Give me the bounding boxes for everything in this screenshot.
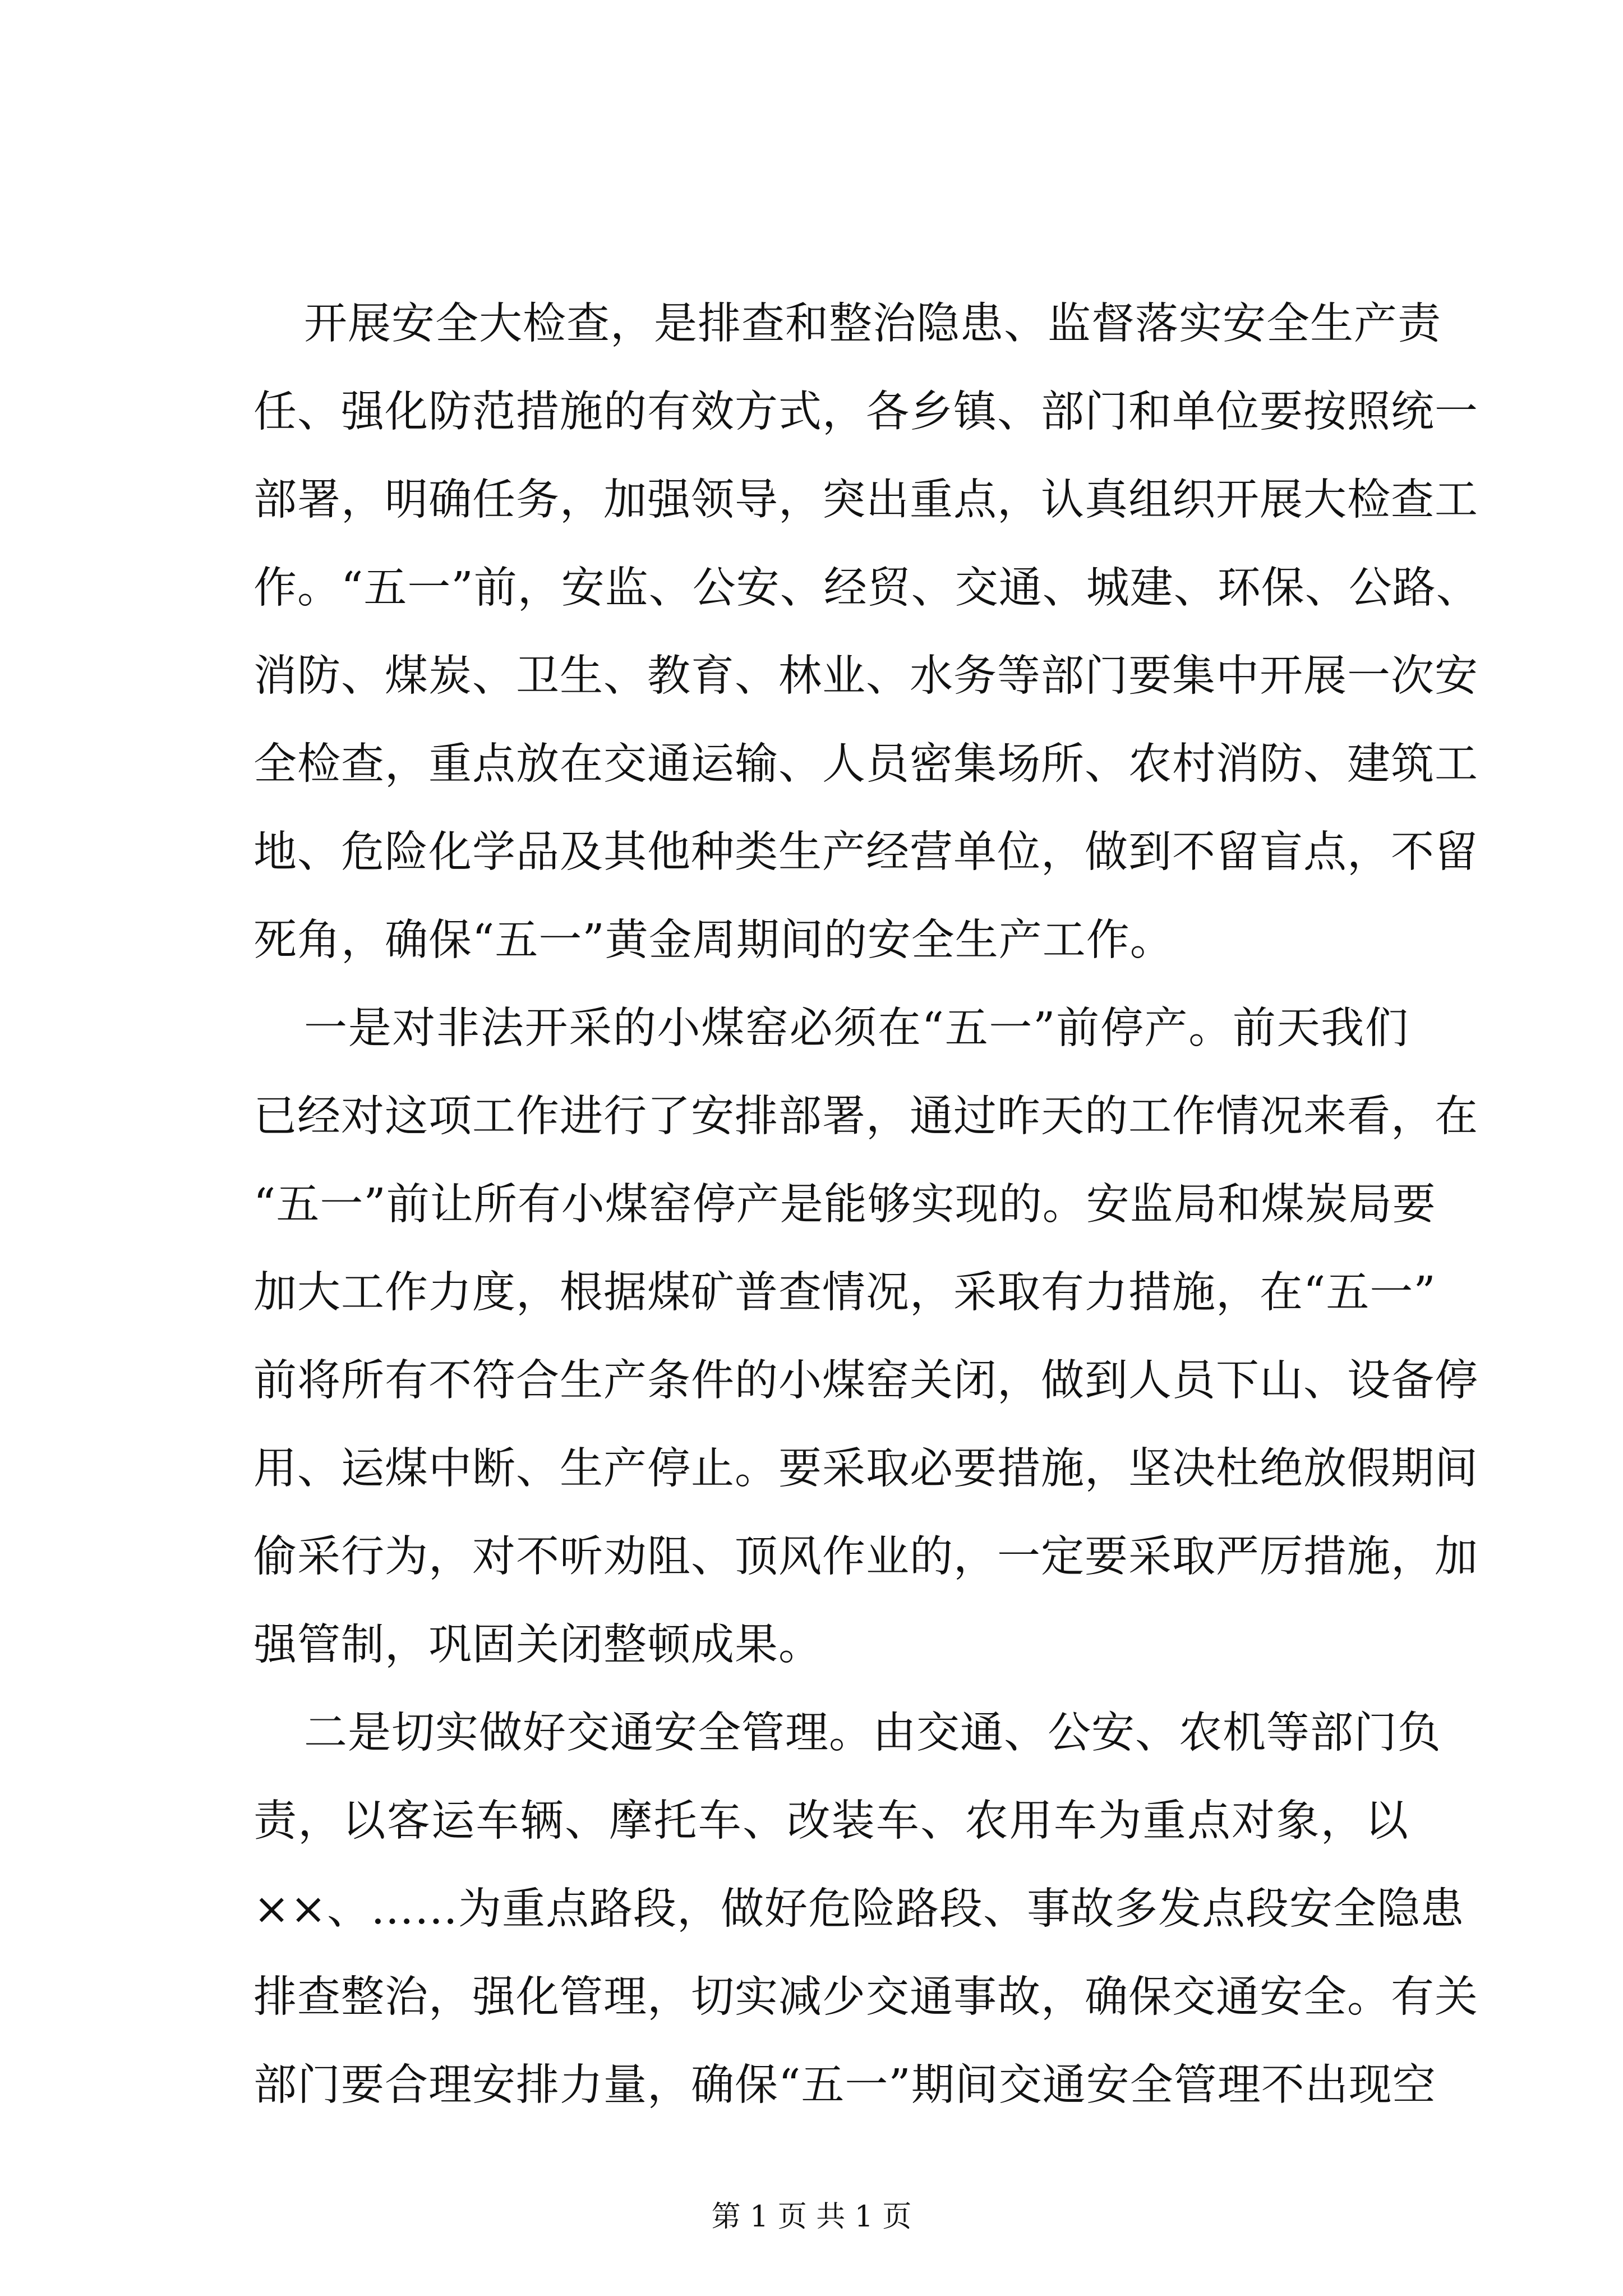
- text-line: 地、危险化学品及其他种类生产经营单位，做到不留盲点，不留: [253, 827, 1478, 877]
- page-number-footer: 第 1 页 共 1 页: [711, 2200, 912, 2234]
- text-line: 死角，确保“五一”黄金周期间的安全生产工作。: [253, 915, 1174, 965]
- text-line: 部署，明确任务，加强领导，突出重点，认真组织开展大检查工: [253, 475, 1478, 525]
- text-line: 二是切实做好交通安全管理。由交通、公安、农机等部门负: [304, 1708, 1441, 1758]
- text-line: 用、运煤中断、生产停止。要采取必要措施，坚决杜绝放假期间: [253, 1444, 1478, 1494]
- text-line: 排查整治，强化管理，切实减少交通事故，确保交通安全。有关: [253, 1972, 1478, 2022]
- text-line: 责，以客运车辆、摩托车、改装车、农用车为重点对象，以: [253, 1796, 1409, 1846]
- text-line: 一是对非法开采的小煤窑必须在“五一”前停产。前天我们: [304, 1004, 1409, 1053]
- text-line: 作。“五一”前，安监、公安、经贸、交通、城建、环保、公路、: [253, 563, 1480, 613]
- text-line: 任、强化防范措施的有效方式，各乡镇、部门和单位要按照统一: [253, 387, 1478, 437]
- text-line: 部门要合理安排力量，确保“五一”期间交通安全管理不出现空: [253, 2060, 1436, 2110]
- text-line: 前将所有不符合生产条件的小煤窑关闭，做到人员下山、设备停: [253, 1356, 1478, 1406]
- text-line: 加大工作力度，根据煤矿普查情况，采取有力措施，在“五一”: [253, 1268, 1436, 1318]
- text-line: “五一”前让所有小煤窑停产是能够实现的。安监局和煤炭局要: [253, 1180, 1436, 1230]
- text-line: 强管制，巩固关闭整顿成果。: [253, 1620, 822, 1670]
- text-line: 全检查，重点放在交通运输、人员密集场所、农村消防、建筑工: [253, 739, 1478, 789]
- text-line: 消防、煤炭、卫生、教育、林业、水务等部门要集中开展一次安: [253, 651, 1478, 701]
- text-line: 偷采行为，对不听劝阻、顶风作业的，一定要采取严厉措施，加: [253, 1532, 1478, 1582]
- text-line: 已经对这项工作进行了安排部署，通过昨天的工作情况来看，在: [253, 1092, 1478, 1142]
- text-line: ××、……为重点路段，做好危险路段、事故多发点段安全隐患: [253, 1884, 1465, 1934]
- text-line: 开展安全大检查，是排查和整治隐患、监督落实安全生产责: [304, 299, 1441, 349]
